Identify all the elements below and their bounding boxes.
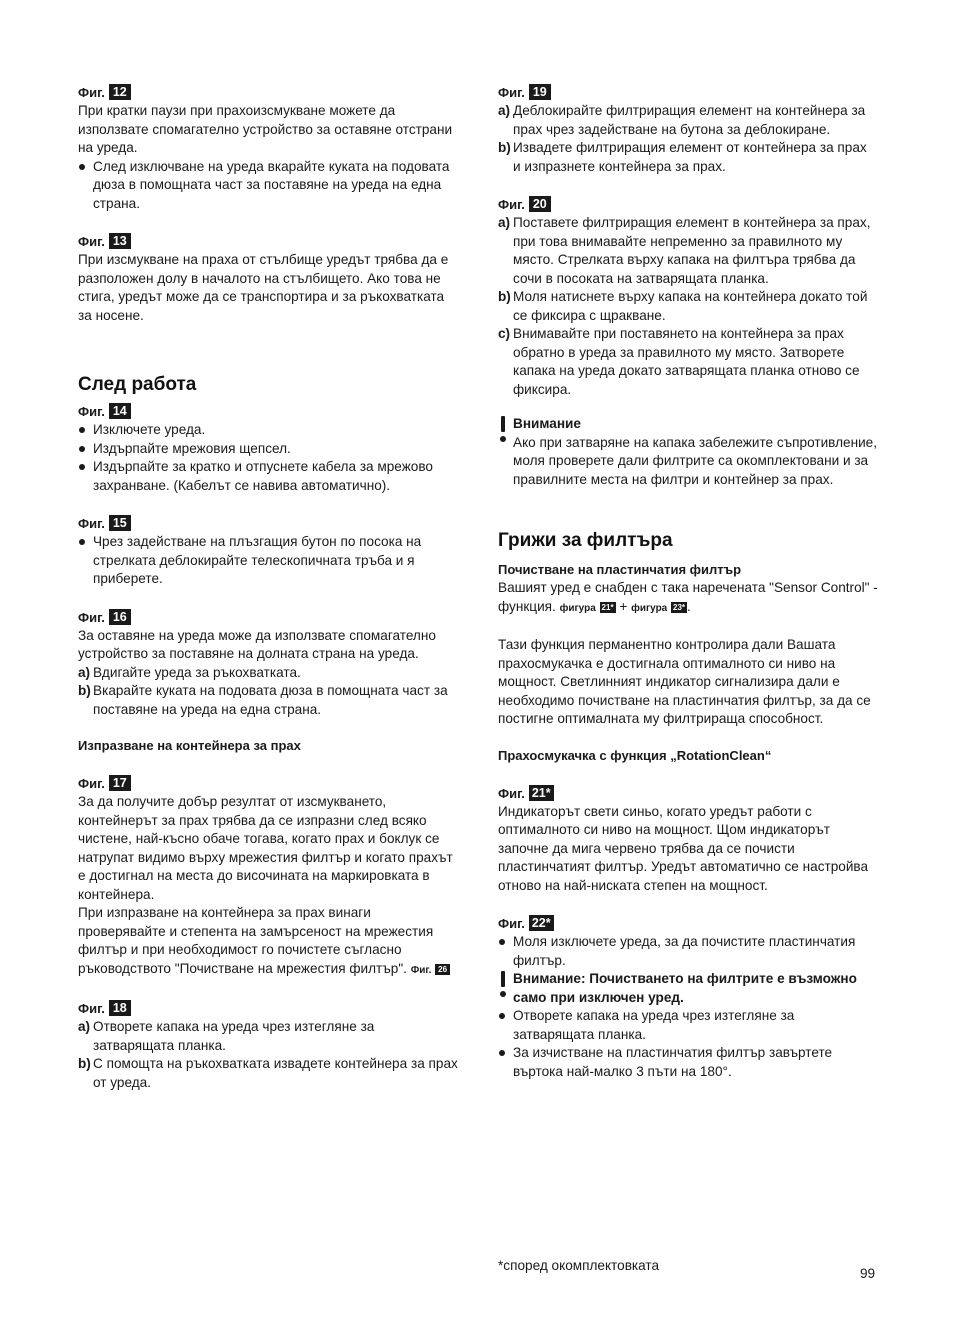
step-item (498, 102, 878, 139)
figure-heading (78, 775, 458, 793)
section-title: След работа (78, 374, 197, 395)
section-title: Грижи за филтъра (498, 530, 673, 551)
figure-label: Фиг. (78, 516, 105, 531)
paragraph-text: Вашият уред е снабден с така наречената "Sensor Control" - функция. (498, 580, 878, 614)
figure-label: Фиг. (498, 85, 525, 100)
exclamation-icon (498, 970, 508, 1000)
figure-label: Фиг. (78, 776, 105, 791)
warning-text: Внимание: Почистването на филтрите е възможно само при изключен уред. (513, 971, 857, 1005)
step-item (498, 325, 878, 399)
list-item: След изключване на уреда вкарайте куката на подовата дюза в помощната част за поставяне на уреда на една страна. (78, 158, 458, 214)
step-marker: b) (78, 683, 91, 698)
step-text: Вдигайте уреда за ръкохватката. (93, 664, 301, 680)
step-list (498, 214, 878, 399)
figure-ref-number: 21* (601, 602, 614, 612)
figure-number: 18 (109, 1000, 131, 1016)
figure-label: Фиг. (498, 785, 525, 801)
figure-label: Фиг. (78, 1001, 105, 1016)
figure-heading (78, 1000, 458, 1018)
figure-number: 20 (529, 196, 551, 212)
paragraph-text: При изпразване на контейнера за прах винаги проверявайте и степента на замърсеност на мрежестия филтър и при необходимост го почистете съгласно ръководството "Почистване на мрежестия филтър". (78, 905, 434, 976)
step-item (498, 139, 878, 176)
page-number: 99 (860, 1266, 876, 1281)
plus-sign: + (619, 598, 628, 614)
paragraph (78, 904, 458, 980)
figure-number: 17 (109, 775, 131, 791)
list-item: Изключете уреда. (78, 421, 458, 440)
list-item: Моля изключете уреда, за да почистите пластинчатия филтър. (498, 933, 878, 970)
step-item (78, 664, 458, 683)
figure-label: Фиг. (78, 609, 105, 625)
step-marker: a) (498, 103, 511, 118)
figure-heading (498, 196, 878, 214)
exclamation-icon (498, 415, 508, 445)
subsection-title: Прахосмукачка с функция „RotationClean“ (498, 747, 772, 763)
bullet-list (78, 421, 458, 495)
step-marker: b) (498, 289, 511, 304)
figure-label: Фиг. (78, 234, 105, 249)
figure-number: 14 (109, 403, 131, 419)
step-marker: a) (78, 1019, 91, 1034)
step-marker: c) (498, 326, 511, 341)
figure-ref-number: 23* (673, 602, 686, 612)
figure-label: Фиг. (498, 916, 525, 931)
figure-heading (78, 233, 458, 251)
bullet-list (78, 158, 458, 214)
figure-heading (498, 84, 878, 102)
step-marker: b) (498, 140, 511, 155)
list-item: Отворете капака на уреда чрез изтегляне за затварящата планка. (498, 1007, 878, 1044)
step-list (78, 1018, 458, 1092)
paragraph: За оставяне на уреда може да използвате спомагателно устройство за поставяне на долната страна на уреда. (78, 627, 436, 661)
step-item (498, 214, 878, 288)
step-item (498, 288, 878, 325)
step-item (78, 1018, 458, 1055)
subsection-title: Почистване на пластинчатия филтър (498, 562, 742, 577)
warning-block (498, 970, 878, 1007)
bullet-list (78, 533, 458, 589)
figure-number: 13 (109, 233, 131, 249)
list-item: За изчистване на пластинчатия филтър завъртете въртока най-малко 3 пъти на 180°. (498, 1044, 878, 1081)
paragraph (498, 579, 878, 618)
figure-label: Фиг. (78, 85, 105, 100)
step-item (78, 1055, 458, 1092)
figure-ref-label: фигура (559, 602, 596, 614)
figure-heading (498, 785, 878, 803)
warning-block (498, 415, 878, 489)
list-item: Издърпайте мрежовия щепсел. (78, 440, 458, 459)
step-item (78, 682, 458, 719)
figure-heading (78, 609, 458, 627)
figure-heading (78, 403, 458, 421)
step-text: Моля натиснете върху капака на контейнера докато той се фиксира с щракване. (513, 289, 868, 323)
step-text: Извадете филтриращия елемент от контейнера за прах и изпразнете контейнера за прах. (513, 140, 867, 174)
step-list (78, 664, 458, 720)
figure-number: 15 (109, 515, 131, 531)
step-text: Отворете капака на уреда чрез изтегляне за затварящата планка. (93, 1019, 375, 1053)
paragraph: При изсмукване на праха от стълбище уредът трябва да е разположен долу в началото на стълбището. Ако това не стига, уредът може да се транспортира и за ръкохватката за носене. (78, 252, 449, 323)
step-text: С помощта на ръкохватката извадете контейнера за прах от уреда. (93, 1056, 458, 1090)
period: . (687, 598, 691, 614)
paragraph: Индикаторът свети синьо, когато уредът работи с оптималното си ниво на мощност. Щом индикаторът започне да мига червено трябва да се почисти пластинчатият филтър. Уредът автоматично се настройва отново на най-ниската степен на мощност. (498, 803, 869, 893)
paragraph: За да получите добър резултат от изсмукването, контейнерът за прах трябва да се изпразни след всяко чистене, най-късно обаче тогава, когато прах и боклук се натрупат видимо върху мрежестия филтър и когато прахът е достигнал на места до височината на маркировката в контейнера. (78, 794, 453, 902)
step-marker: a) (78, 664, 91, 680)
figure-heading (498, 915, 878, 933)
figure-number: 12 (109, 84, 131, 100)
figure-number: 22* (529, 915, 554, 931)
figure-label: Фиг. (498, 197, 525, 212)
step-marker: b) (78, 1056, 91, 1071)
figure-number: 16 (109, 609, 131, 625)
figure-label: Фиг. (78, 404, 105, 419)
step-list (498, 102, 878, 176)
paragraph: При кратки паузи при прахоизсмукване можете да използвате спомагателно устройство за оставяне отстрани на уреда. (78, 103, 453, 155)
step-text: Деблокирайте филтриращия елемент на контейнера за прах чрез задействане на бутона за деблокиране. (513, 103, 866, 137)
left-column (78, 84, 458, 1092)
warning-title: Внимание (513, 416, 581, 431)
step-text: Внимавайте при поставянето на контейнера за прах обратно в уреда за правилното му място. Затворете капака на уреда докато затварящата планка отново се фиксира. (513, 326, 860, 397)
step-text: Поставете филтриращия елемент в контейнера за прах, при това внимавайте непременно за правилното му място. Стрелката върху капака на филтъра трябва да сочи в посоката на затварящата планка. (513, 215, 871, 286)
figure-heading (78, 515, 458, 533)
figure-number: 21* (529, 785, 554, 801)
list-item: Чрез задействане на плъзгащия бутон по посока на стрелката деблокирайте телескопичната тръба и я приберете. (78, 533, 458, 589)
bullet-list (498, 1007, 878, 1081)
warning-text: Ако при затваряне на капака забележите съпротивление, моля проверете дали филтрите са окомплектовани и за правилните места на филтри и контейнер за прах. (513, 434, 878, 487)
figure-ref-number: 26 (435, 964, 450, 975)
subsection-title: Изпразване на контейнера за прах (78, 738, 301, 753)
right-column (498, 84, 878, 1081)
figure-heading (78, 84, 458, 102)
step-marker: a) (498, 215, 511, 230)
figure-number: 19 (529, 84, 551, 100)
step-text: Вкарайте куката на подовата дюза в помощната част за поставяне на уреда на една страна. (93, 683, 448, 717)
figure-ref-label: Фиг. (410, 964, 432, 976)
list-item: Издърпайте за кратко и отпуснете кабела за мрежово захранване. (Кабелът се навива автоматично). (78, 458, 458, 495)
figure-ref-label: фигура (631, 602, 668, 614)
paragraph: Тази функция перманентно контролира дали Вашата прахосмукачка е достигнала оптималното си ниво на мощност. Светлинният индикатор сигнализира дали е необходимо почистване на пластинчатия филтър, за да се постигне оптималната му филтрираща способност. (498, 637, 871, 726)
footnote: *според окомплектовката (498, 1258, 660, 1273)
bullet-list (498, 933, 878, 970)
